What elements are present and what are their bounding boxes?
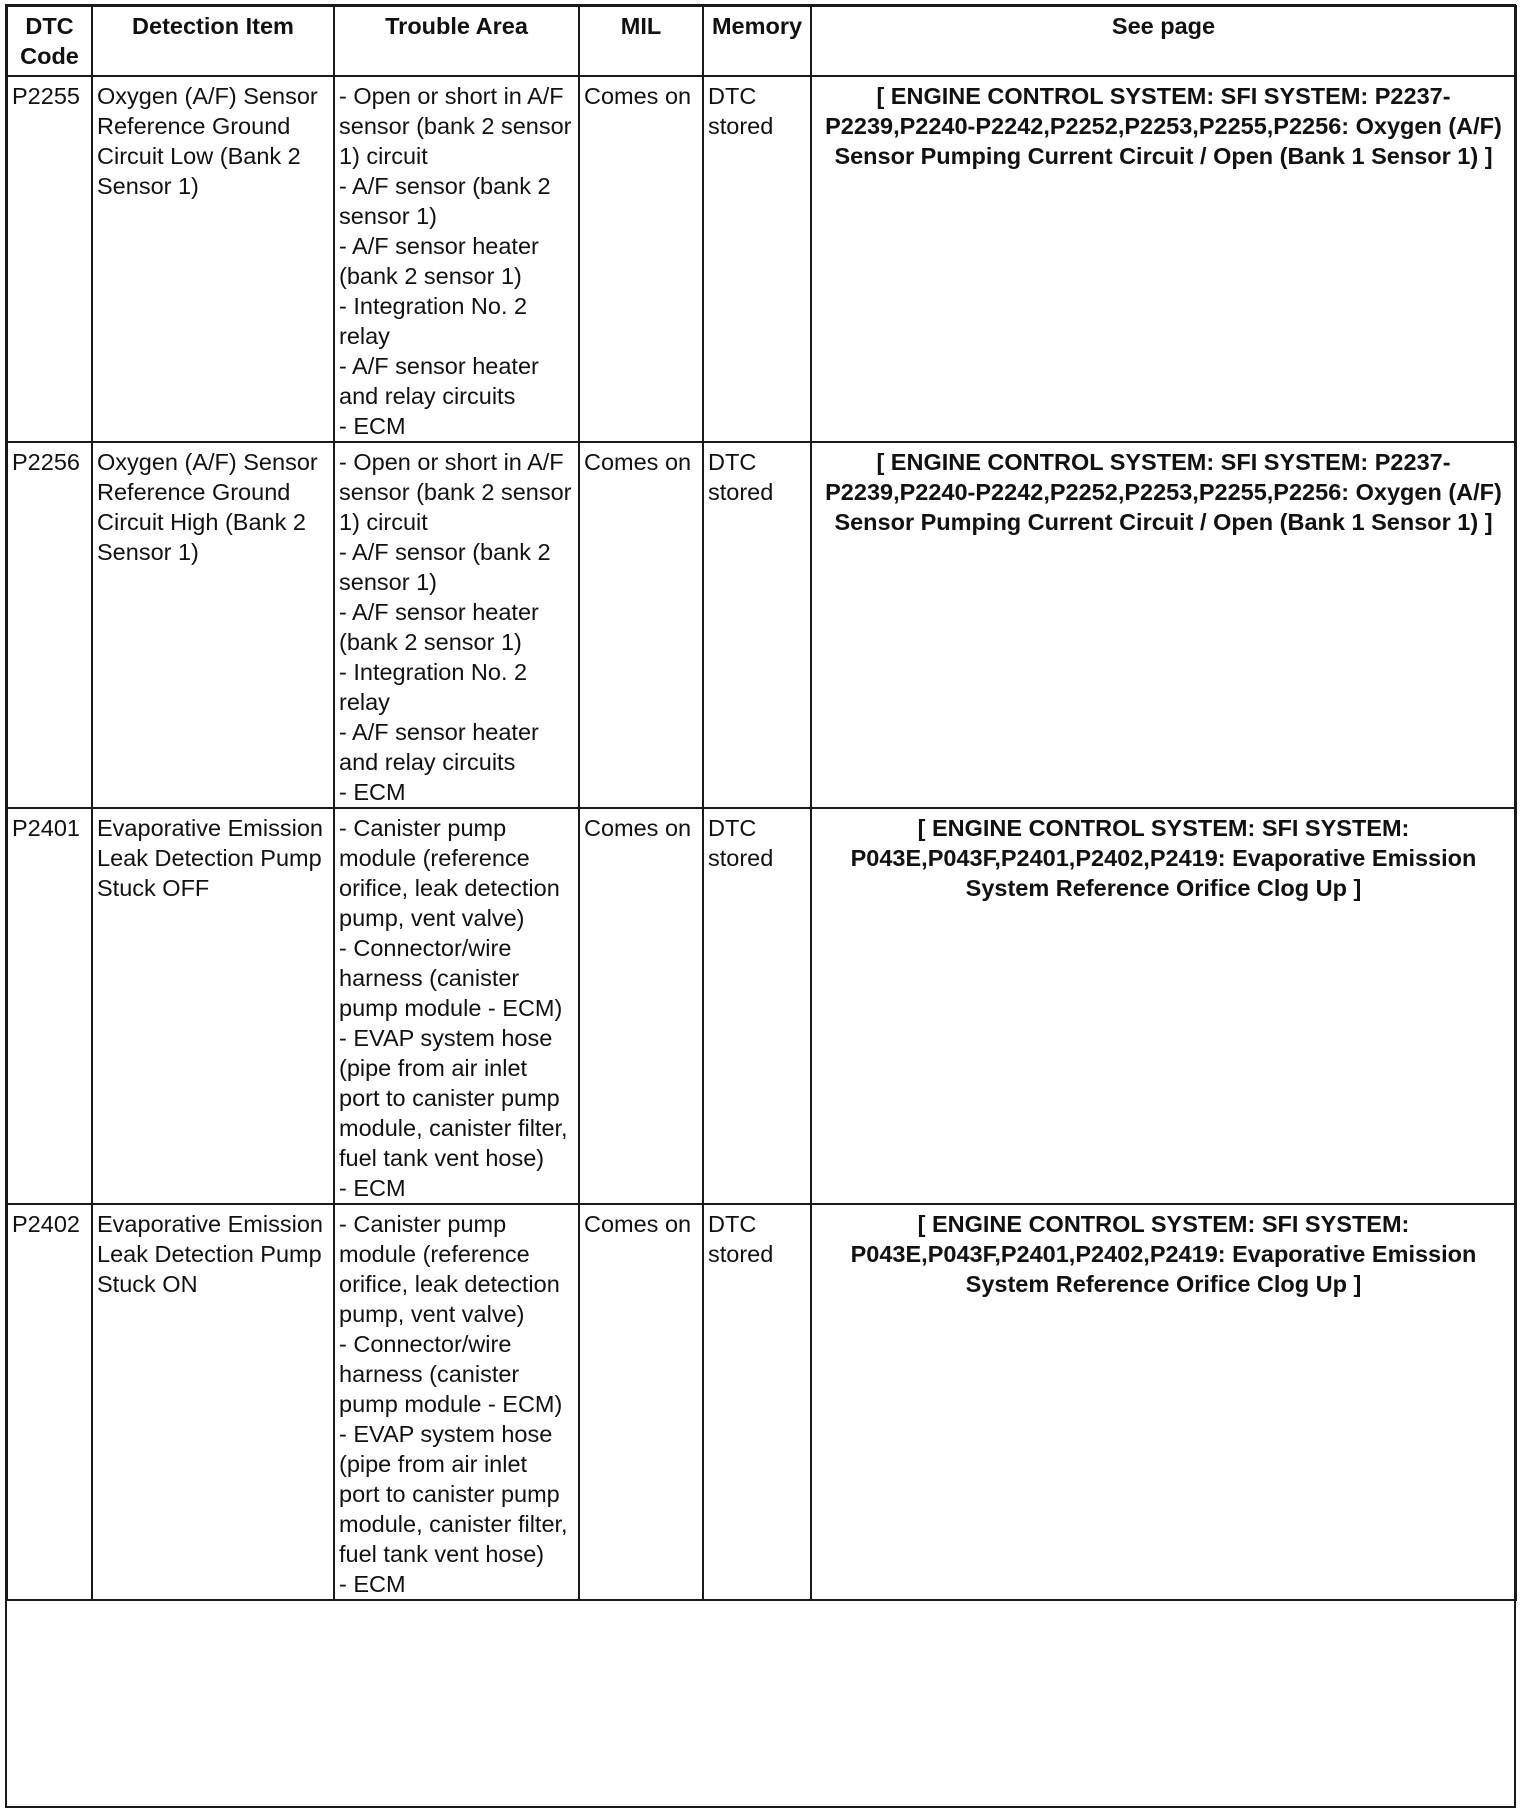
memory-cell: DTC stored (703, 442, 811, 808)
dtc-code-cell: P2255 (7, 76, 92, 442)
detection-item-cell: Oxygen (A/F) Sensor Reference Ground Circuit Low (Bank 2 Sensor 1) (92, 76, 334, 442)
trouble-item: - ECM (339, 1175, 406, 1201)
trouble-item: - ECM (339, 1571, 406, 1597)
detection-item-cell: Evaporative Emission Leak Detection Pump Stuck ON (92, 1204, 334, 1600)
mil-cell: Comes on (579, 1204, 703, 1600)
trouble-item: - Connector/wire harness (canister pump module - ECM) (339, 1331, 563, 1417)
trouble-item: - A/F sensor heater (bank 2 sensor 1) (339, 233, 539, 289)
table-row (7, 442, 1516, 808)
trouble-item: - ECM (339, 779, 406, 805)
see-page-link[interactable]: [ ENGINE CONTROL SYSTEM: SFI SYSTEM: P2237-P2239,P2240-P2242,P2252,P2253,P2255,P2256: Oxygen (A/F) Sensor Pumping Current Circuit / Open (Bank 1 Sensor 1) ] (811, 76, 1516, 442)
see-page-link[interactable]: [ ENGINE CONTROL SYSTEM: SFI SYSTEM: P043E,P043F,P2401,P2402,P2419: Evaporative Emission System Reference Orifice Clog Up ] (811, 1204, 1516, 1600)
trouble-item: - Canister pump module (reference orifice, leak detection pump, vent valve) (339, 1211, 560, 1327)
trouble-area-cell (334, 76, 579, 442)
header-mil: MIL (579, 6, 703, 76)
table-row (7, 76, 1516, 442)
detection-item-cell: Evaporative Emission Leak Detection Pump Stuck OFF (92, 808, 334, 1204)
trouble-item: - EVAP system hose (pipe from air inlet port to canister pump module, canister filter, fuel tank vent hose) (339, 1421, 568, 1567)
mil-cell: Comes on (579, 808, 703, 1204)
header-detection-item: Detection Item (92, 6, 334, 76)
trouble-item: - Open or short in A/F sensor (bank 2 sensor 1) circuit (339, 83, 572, 169)
trouble-item: - A/F sensor (bank 2 sensor 1) (339, 539, 551, 595)
trouble-area-cell (334, 1204, 579, 1600)
trouble-item: - A/F sensor heater and relay circuits (339, 353, 539, 409)
table-header (7, 6, 1516, 76)
trouble-item: - EVAP system hose (pipe from air inlet port to canister pump module, canister filter, fuel tank vent hose) (339, 1025, 568, 1171)
mil-cell: Comes on (579, 442, 703, 808)
header-memory: Memory (703, 6, 811, 76)
trouble-item: - ECM (339, 413, 406, 439)
dtc-code-cell: P2256 (7, 442, 92, 808)
trouble-item: - Integration No. 2 relay (339, 659, 528, 715)
trouble-area-cell (334, 442, 579, 808)
header-see-page: See page (811, 6, 1516, 76)
trouble-item: - A/F sensor heater and relay circuits (339, 719, 539, 775)
trouble-item: - Connector/wire harness (canister pump module - ECM) (339, 935, 563, 1021)
see-page-link[interactable]: [ ENGINE CONTROL SYSTEM: SFI SYSTEM: P043E,P043F,P2401,P2402,P2419: Evaporative Emission System Reference Orifice Clog Up ] (811, 808, 1516, 1204)
trouble-area-cell (334, 808, 579, 1204)
memory-cell: DTC stored (703, 76, 811, 442)
trouble-item: - A/F sensor (bank 2 sensor 1) (339, 173, 551, 229)
detection-item-cell: Oxygen (A/F) Sensor Reference Ground Circuit High (Bank 2 Sensor 1) (92, 442, 334, 808)
header-row (7, 6, 1516, 76)
trouble-item: - A/F sensor heater (bank 2 sensor 1) (339, 599, 539, 655)
mil-cell: Comes on (579, 76, 703, 442)
trouble-item: - Canister pump module (reference orifice, leak detection pump, vent valve) (339, 815, 560, 931)
table-row (7, 1204, 1516, 1600)
header-trouble-area: Trouble Area (334, 6, 579, 76)
dtc-code-cell: P2402 (7, 1204, 92, 1600)
memory-cell: DTC stored (703, 1204, 811, 1600)
table-row (7, 808, 1516, 1204)
table-body (7, 76, 1516, 1600)
memory-cell: DTC stored (703, 808, 811, 1204)
header-dtc-code: DTC Code (7, 6, 92, 76)
see-page-link[interactable]: [ ENGINE CONTROL SYSTEM: SFI SYSTEM: P2237-P2239,P2240-P2242,P2252,P2253,P2255,P2256: Oxygen (A/F) Sensor Pumping Current Circuit / Open (Bank 1 Sensor 1) ] (811, 442, 1516, 808)
dtc-code-cell: P2401 (7, 808, 92, 1204)
trouble-item: - Open or short in A/F sensor (bank 2 sensor 1) circuit (339, 449, 572, 535)
trouble-item: - Integration No. 2 relay (339, 293, 528, 349)
dtc-table (6, 5, 1517, 1601)
